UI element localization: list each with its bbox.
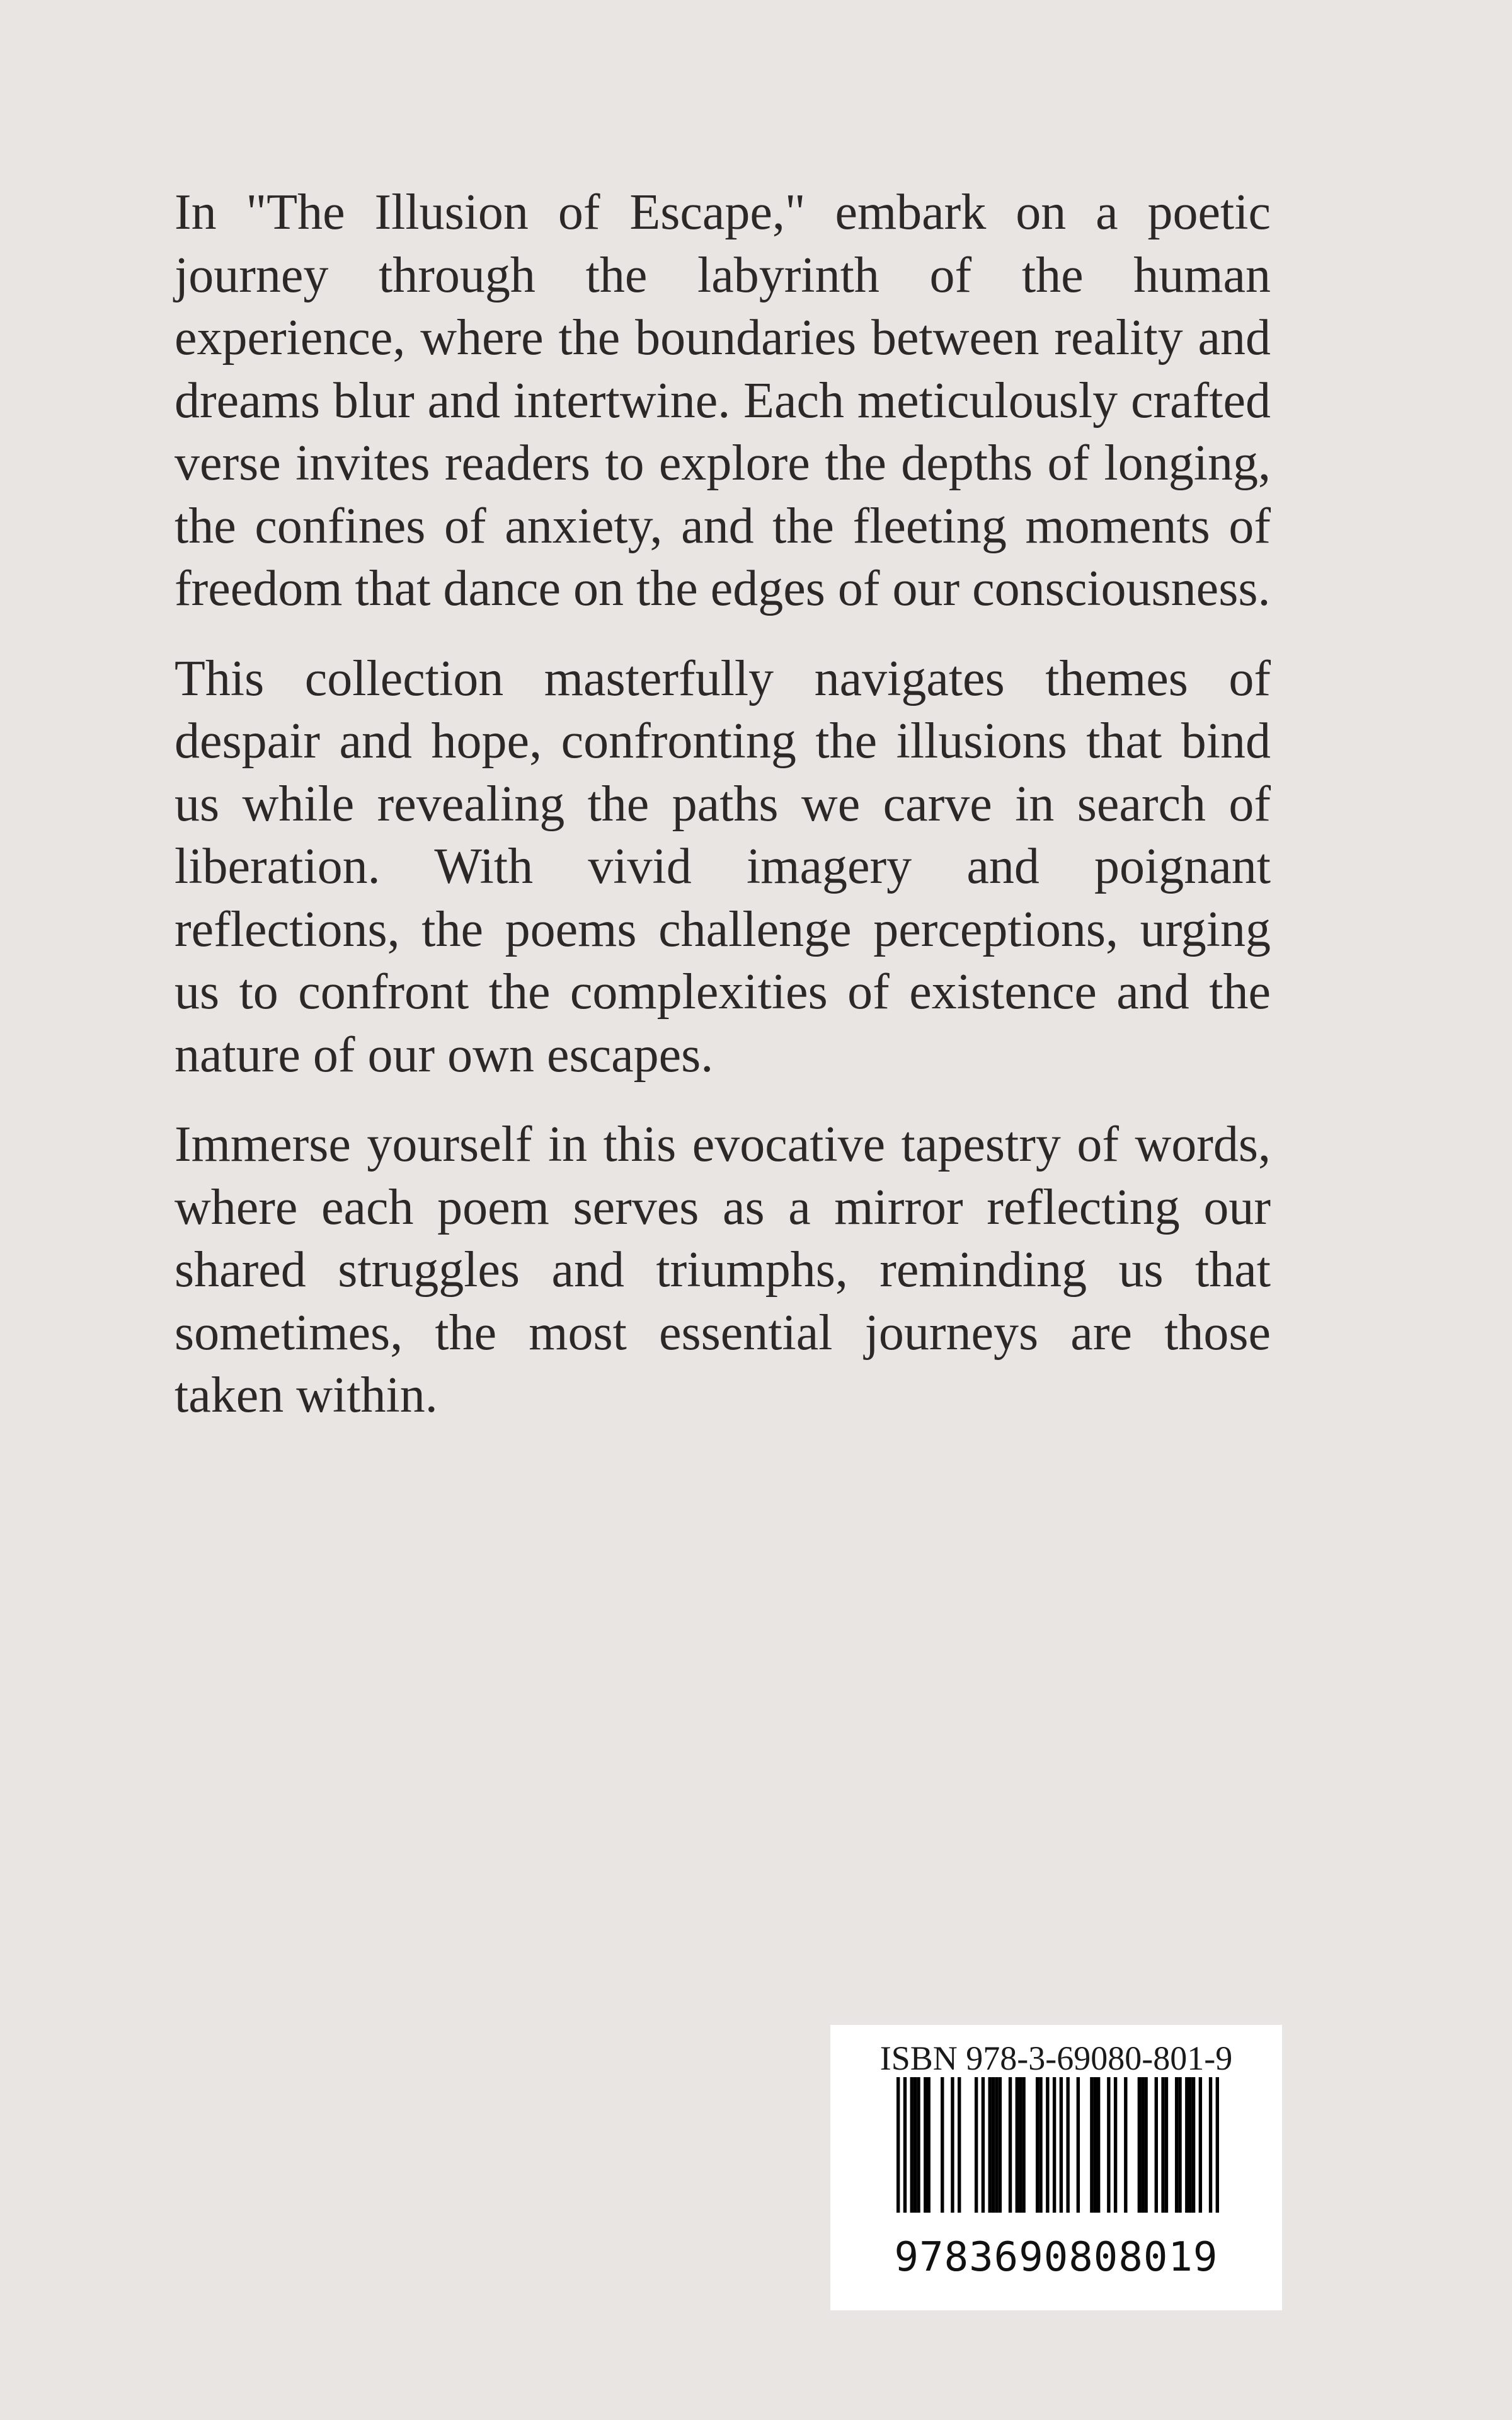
- barcode-bar: [1199, 2077, 1202, 2213]
- barcode-bar: [1188, 2077, 1191, 2213]
- barcode-bar: [1046, 2077, 1049, 2213]
- back-cover-blurb: [175, 182, 1271, 1455]
- barcode-bar: [1009, 2077, 1012, 2213]
- barcode-bar: [995, 2077, 998, 2213]
- barcode-bar: [914, 2077, 917, 2213]
- barcode-bar: [1185, 2077, 1188, 2213]
- isbn-label: ISBN 978-3-69080-801-9: [879, 2039, 1233, 2077]
- barcode-bar: [1094, 2077, 1097, 2213]
- barcode-bar: [1036, 2077, 1039, 2213]
- barcode-bar: [1138, 2077, 1141, 2213]
- barcode-bar: [1053, 2077, 1056, 2213]
- barcode-bar: [924, 2077, 927, 2213]
- barcode-bar: [910, 2077, 914, 2213]
- barcode-bar: [982, 2077, 985, 2213]
- barcode-bar: [1090, 2077, 1093, 2213]
- barcode-bar: [1192, 2077, 1195, 2213]
- barcode-bar: [1161, 2077, 1164, 2213]
- barcode-bar: [1209, 2077, 1212, 2213]
- barcode-bar: [1114, 2077, 1117, 2213]
- barcode-bar: [1066, 2077, 1069, 2213]
- barcode-bar: [992, 2077, 995, 2213]
- isbn-digits: 9783690808019: [894, 2234, 1218, 2281]
- barcode-bar: [1165, 2077, 1168, 2213]
- blurb-paragraph-3: Immerse yourself in this evocative tapestry of words, where each poem serves as a mirror reflecting our shared struggles and triumphs, reminding us that sometimes, the most essential journeys are those taken within.: [175, 1117, 1271, 1423]
- barcode-bar: [1155, 2077, 1158, 2213]
- barcode-bar: [1144, 2077, 1147, 2213]
- barcode-bar: [1039, 2077, 1042, 2213]
- barcode-bar: [927, 2077, 931, 2213]
- barcode-bar: [1019, 2077, 1022, 2213]
- barcode-bar: [1097, 2077, 1100, 2213]
- barcode-bar: [1141, 2077, 1144, 2213]
- barcode-bar: [988, 2077, 992, 2213]
- barcode-bar: [896, 2077, 900, 2213]
- barcode-icon: [896, 2077, 1219, 2213]
- barcode-bar: [1077, 2077, 1080, 2213]
- barcode-bar: [1216, 2077, 1219, 2213]
- barcode-bar: [941, 2077, 944, 2213]
- barcode-bar: [1175, 2077, 1178, 2213]
- barcode-bar: [975, 2077, 978, 2213]
- barcode-bar: [1178, 2077, 1181, 2213]
- isbn-barcode-block: [830, 2025, 1282, 2310]
- barcode-bar: [999, 2077, 1002, 2213]
- barcode-bar: [1060, 2077, 1063, 2213]
- barcode-bar: [917, 2077, 920, 2213]
- blurb-paragraph-1: In "The Illusion of Escape," embark on a poetic journey through the labyrinth of the human experience, where the boundaries between reality and dreams blur and intertwine. Each meticulously crafted verse invites readers to explore the depths of longing, the confines of anxiety, and the fleeting moments of freedom that dance on the edges of our consciousness.: [175, 185, 1271, 616]
- barcode-bar: [1124, 2077, 1127, 2213]
- barcode-bar: [1016, 2077, 1019, 2213]
- barcode-bar: [951, 2077, 954, 2213]
- blurb-paragraph-2: This collection masterfully navigates themes of despair and hope, confronting the illusions that bind us while revealing the paths we carve in search of liberation. With vivid imagery and poignant reflections, the poems challenge perceptions, urging us to confront the complexities of existence and the nature of our own escapes.: [175, 650, 1271, 1083]
- barcode-bar: [958, 2077, 961, 2213]
- barcode-bar: [1022, 2077, 1025, 2213]
- barcode-bar: [1107, 2077, 1110, 2213]
- barcode-bar: [903, 2077, 907, 2213]
